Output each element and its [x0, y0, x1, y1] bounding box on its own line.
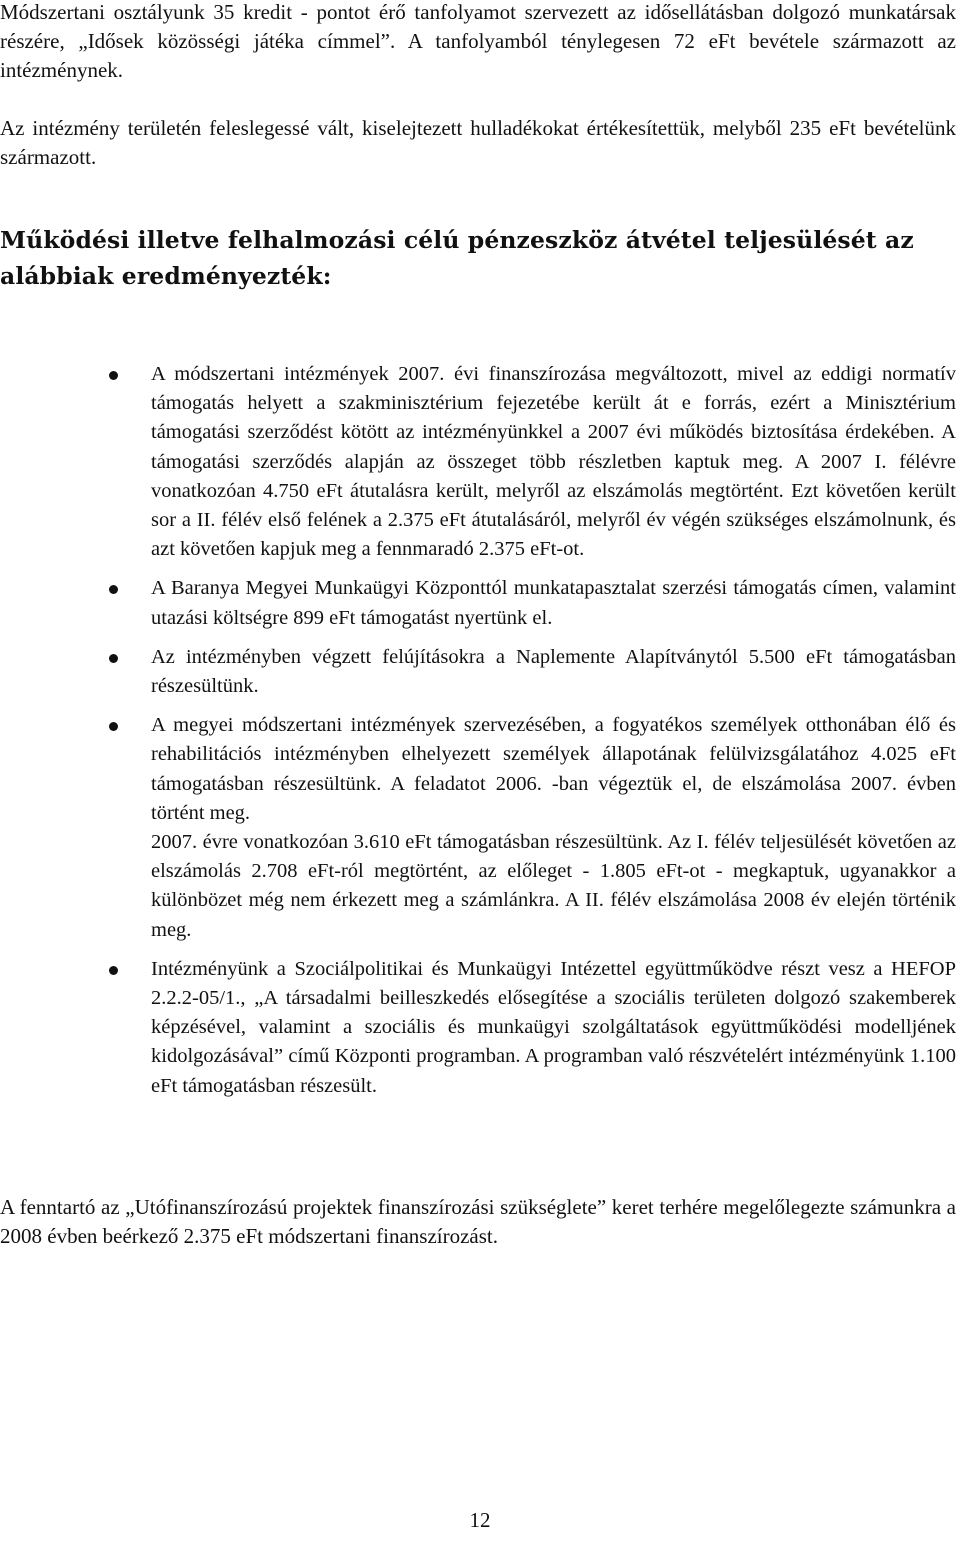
funding-bullet-list [0, 360, 956, 1111]
bullet-item-naplemente-alapitvany [0, 643, 956, 701]
bullet-dot-icon [109, 966, 118, 975]
bullet-text: A módszertani intézmények 2007. évi finanszírozása megváltozott, mivel az eddigi normatív támogatás helyett a szakminisztérium fejezetébe került át e forrás, ezért a Minisztérium támogatási szerződést kötött az intézményünkkel a 2007 évi működés biztosítása érdekében. A támogatási szerződés alapján az összeget több részletben kaptuk meg. A 2007 I. félévre vonatkozóan 4.750 eFt átutalásra került, melyről az elszámolás megtörtént. Ezt követően került sor a II. félév első felének a 2.375 eFt átutalásáról, melyről év végén szükséges elszámolnunk, és azt követően kapjuk meg a fennmaradó 2.375 eFt-ot. [151, 363, 956, 561]
bullet-item-modszertani-finanszirozas [0, 360, 956, 564]
bullet-dot-icon [109, 722, 118, 731]
closing-paragraph: A fenntartó az „Utófinanszírozású projektek finanszírozási szükséglete” keret terhére megelőlegezte számunkra a 2008 évben beérkező 2.375 eFt módszertani finanszírozást. [0, 1195, 956, 1248]
bullet-text: A megyei módszertani intézmények szervezésében, a fogyatékos személyek otthonában élő és rehabilitációs intézményben elhelyezett személyek állapotának felülvizsgálatához 4.025 eFt támogatásban részesültünk. A feladatot 2006. -ban végeztük el, de elszámolása 2007. évben történt meg. [151, 714, 956, 824]
page-number: 12 [469, 1508, 491, 1532]
bullet-text-continuation: 2007. évre vonatkozóan 3.610 eFt támogatásban részesültünk. Az I. félév teljesülését követően az elszámolás 2.708 eFt-ról megtörtént, az előleget - 1.805 eFt-ot - megkaptuk, ugyanakkor a különbözet még nem érkezett meg a számlánkra. A II. félév elszámolása 2008 év elején történik meg. [151, 831, 956, 941]
section-heading: Működési illetve felhalmozási célú pénzeszköz átvétel teljesülését az alábbiak eredményezték: [0, 226, 914, 290]
bullet-text: A Baranya Megyei Munkaügyi Központtól munkatapasztalat szerzési támogatás címen, valamint utazási költségre 899 eFt támogatást nyertünk el. [151, 577, 956, 629]
bullet-dot-icon [109, 371, 118, 380]
bullet-dot-icon [109, 654, 118, 663]
intro-paragraph-hulladek: Az intézmény területén feleslegessé vált, kiselejtezett hulladékokat értékesítettük, melyből 235 eFt bevételünk származott. [0, 116, 956, 169]
bullet-item-hefop-program [0, 955, 956, 1101]
bullet-text: Intézményünk a Szociálpolitikai és Munkaügyi Intézettel együttműködve részt vesz a HEFOP 2.2.2-05/1., „A társadalmi beilleszkedés elősegítése a szociális területen dolgozó szakemberek képzésével, valamint a szociális és munkaügyi szolgáltatások együttműködési modelljének kidolgozásával” című Központi programban. A programban való részvételért intézményünk 1.100 eFt támogatásban részesült. [151, 957, 956, 1097]
bullet-item-munkaugyi-kozpont [0, 574, 956, 632]
bullet-item-felulvizsgalat [0, 711, 956, 945]
intro-paragraph-tanfolyam: Módszertani osztályunk 35 kredit - pontot érő tanfolyamot szervezett az idősellátásban dolgozó munkatársak részére, „Idősek közösségi játéka címmel”. A tanfolyamból ténylegesen 72 eFt bevétele származott az intézménynek. [0, 0, 956, 82]
bullet-text: Az intézményben végzett felújításokra a Naplemente Alapítványtól 5.500 eFt támogatásban részesültünk. [151, 645, 956, 698]
bullet-dot-icon [109, 585, 118, 594]
